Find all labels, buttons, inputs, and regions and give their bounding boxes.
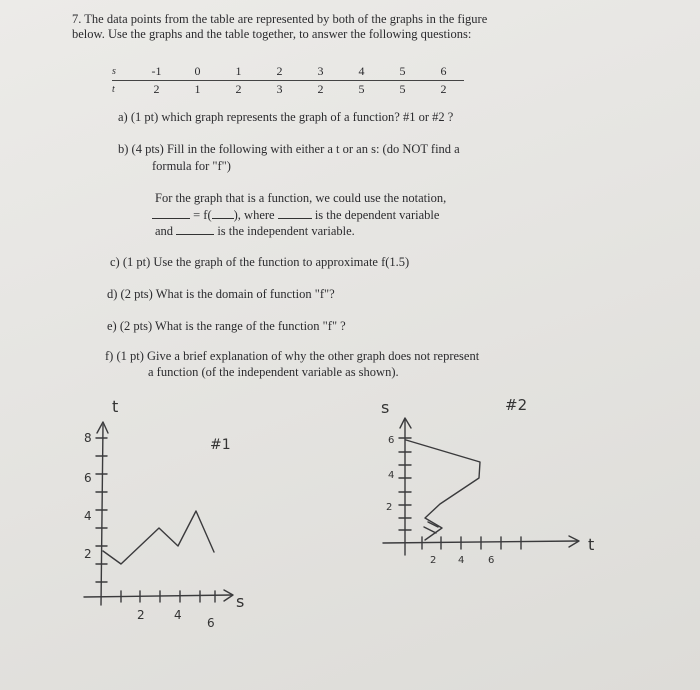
part-b-line1: b) (4 pts) Fill in the following with either a t or an s: (do NOT find a [118,142,460,156]
table-cell: 3 [300,63,341,81]
table-cell: 5 [382,63,423,81]
part-a: a) (1 pt) which graph represents the graph of a function? #1 or #2 ? [118,110,454,124]
graph2-ytick: 2 [386,502,393,513]
question-intro-line1: The data points from the table are represented by both of the graphs in the figure [84,12,488,26]
part-b-line2: formula for "f") [152,159,231,173]
graph1-ytick: 8 [84,431,92,445]
graph1-ytick: 6 [84,471,92,485]
graph2-xtick: 4 [458,555,465,566]
notation-independent: is the independent variable. [217,224,355,238]
question-number: 7. [72,12,82,26]
graph2-xtick: 2 [430,555,437,566]
graph1-y-axis [101,425,103,605]
part-f-line2: a function (of the independent variable as shown). [148,365,399,379]
notation-dependent: is the dependent variable [314,208,440,222]
table-cell: 1 [218,63,259,81]
question-intro-line2: below. Use the graphs and the table together, to answer the following questions: [72,27,472,41]
table-cell: 4 [341,63,382,81]
table-cell: 6 [423,63,464,81]
graph2-xtick: 6 [488,555,495,566]
table-cell: 2 [259,63,300,81]
table-cell: -1 [136,63,177,81]
graph1-ytick: 4 [84,509,92,523]
notation-and: and [155,224,174,238]
table-cell: 5 [358,82,365,96]
graph2-ytick: 4 [388,470,395,481]
part-e: e) (2 pts) What is the range of the function "f" ? [107,319,346,333]
graph2-ytick: 6 [388,435,395,446]
notation-where: ), where [233,208,275,222]
graph1-y-label: t [112,397,119,416]
graph1-curve [103,511,214,564]
graph2-title: #2 [505,396,528,414]
table-cell: 2 [317,82,324,96]
part-c: c) (1 pt) Use the graph of the function to approximate f(1.5) [110,255,410,269]
table-cell: 3 [276,82,283,96]
graph2-x-label: t [588,535,595,554]
graph2-curve [406,440,480,540]
notation-line1: For the graph that is a function, we could use the notation, [155,191,447,205]
graph1-ytick: 2 [84,547,92,561]
graph1-x-label: s [236,592,245,611]
part-f-line1: f) (1 pt) Give a brief explanation of why the other graph does not represent [105,349,480,363]
table-cell: 0 [177,63,218,81]
graph1-xtick: 2 [137,608,145,622]
graph1-xtick: 4 [174,608,182,622]
graph1-x-axis [84,595,232,597]
table-cell: 2 [153,82,160,96]
table-cell: 1 [194,82,201,96]
table-header-t: t [112,84,115,95]
graph1-title: #1 [210,437,231,453]
table-cell: 2 [440,82,447,96]
graph1-xtick: 6 [207,616,215,630]
part-d: d) (2 pts) What is the domain of function "f"? [107,287,335,301]
graph2-y-label: s [381,398,390,417]
table-header-s: s [112,63,136,81]
table-cell: 2 [235,82,242,96]
table-cell: 5 [399,82,406,96]
notation-eq: = f( [193,208,212,222]
